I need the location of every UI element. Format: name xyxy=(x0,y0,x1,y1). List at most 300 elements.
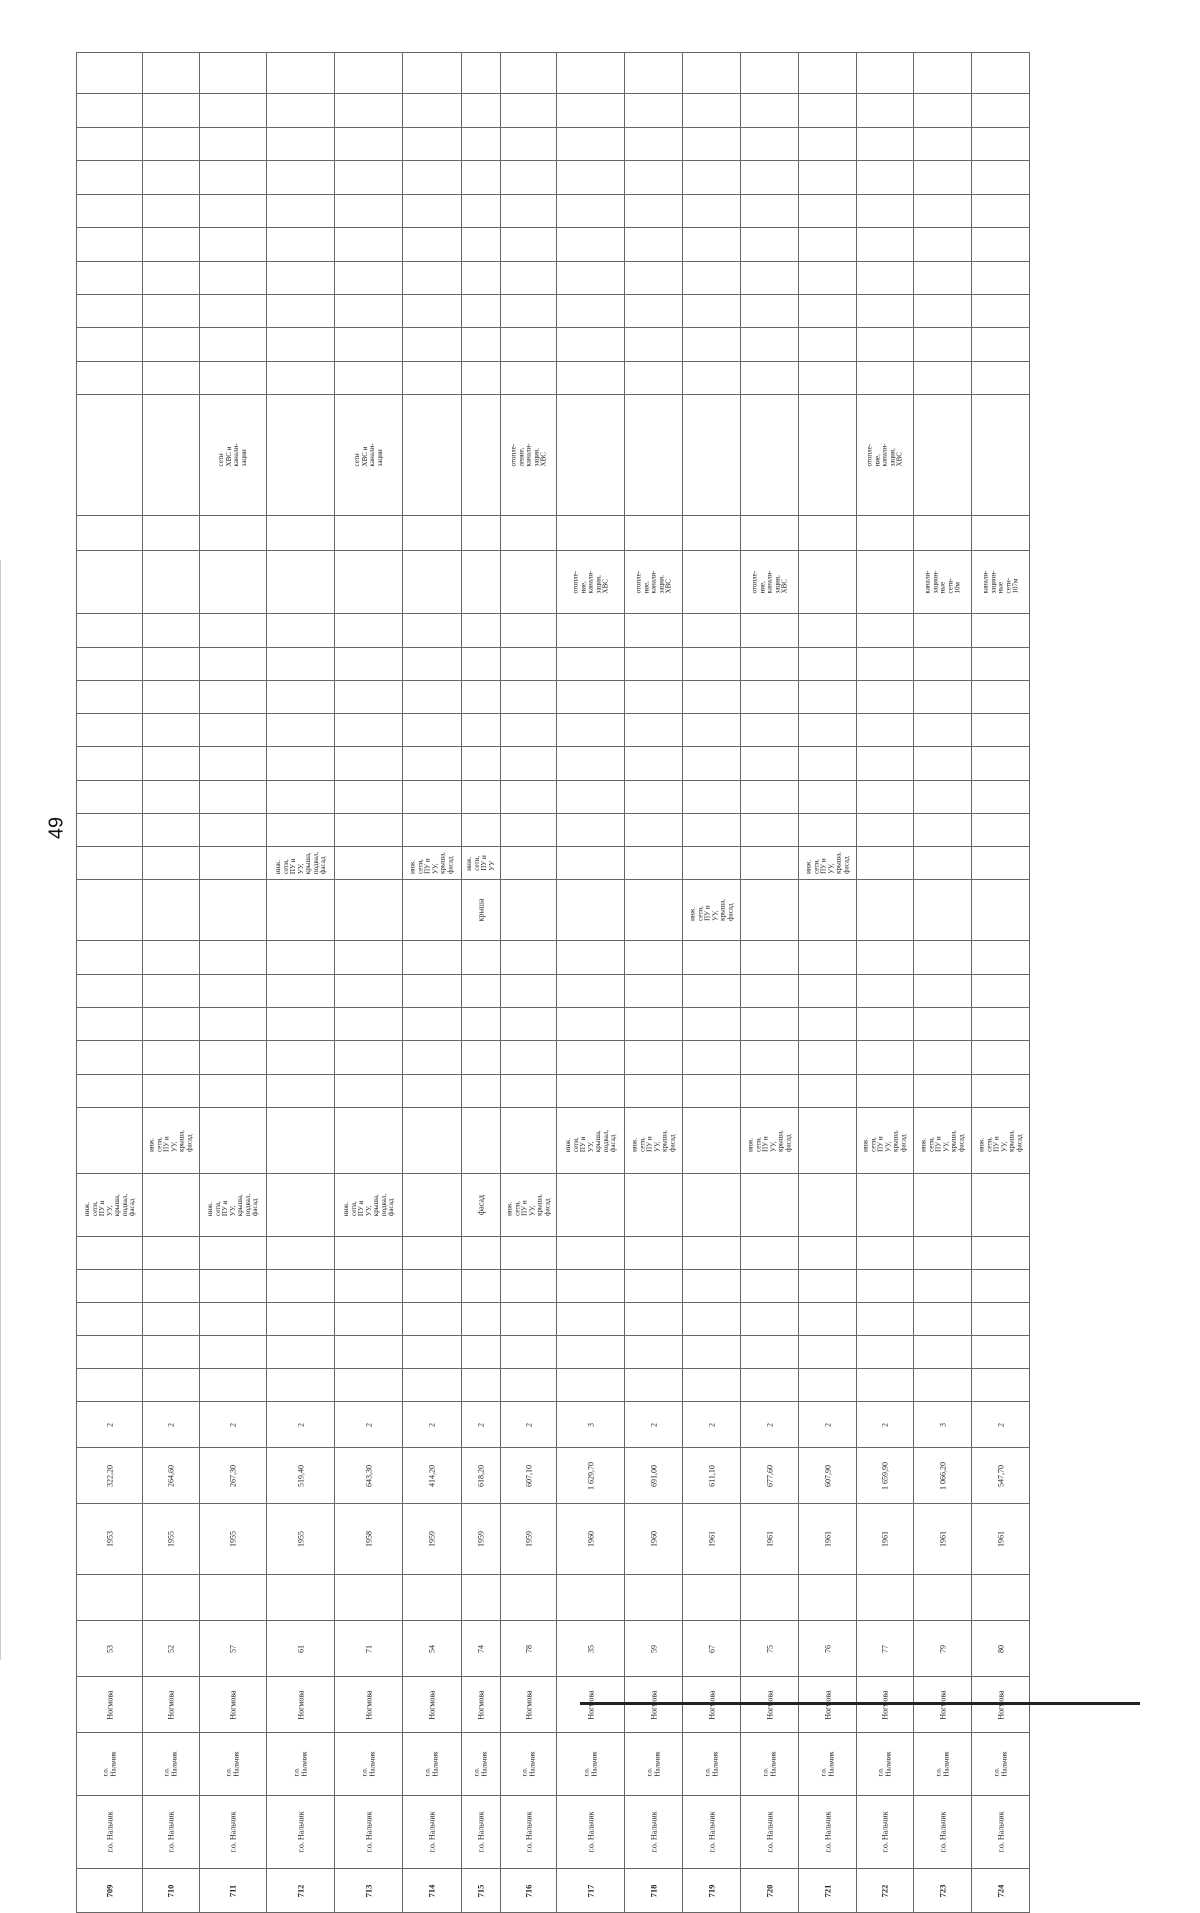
cell-empty xyxy=(741,94,799,128)
cell-street xyxy=(143,1677,200,1733)
cell-text-num: 723 xyxy=(937,1884,947,1897)
cell-text-locality: г.о. Нальчик xyxy=(703,1751,719,1777)
cell-text-locality: г.о. Нальчик xyxy=(423,1751,439,1777)
cell-empty xyxy=(403,53,462,94)
cell-area xyxy=(857,1448,914,1504)
cell-empty xyxy=(972,1575,1030,1621)
cell-empty xyxy=(403,1008,462,1041)
cell-empty xyxy=(403,1369,462,1402)
cell-empty xyxy=(77,228,143,262)
cell-empty xyxy=(799,195,857,228)
cell-empty xyxy=(741,747,799,781)
cell-empty xyxy=(557,262,625,295)
cell-empty xyxy=(625,94,683,128)
cell-text-num: 715 xyxy=(475,1884,486,1897)
cell-empty xyxy=(799,1270,857,1303)
cell-empty xyxy=(77,262,143,295)
cell-house xyxy=(335,1621,403,1677)
band-row xyxy=(77,516,1030,551)
cell-empty xyxy=(857,975,914,1008)
cell-empty xyxy=(683,747,741,781)
cell-text-year: 1955 xyxy=(166,1531,176,1547)
cell-house xyxy=(799,1621,857,1677)
cell-w5 xyxy=(200,551,267,614)
cell-w4 xyxy=(557,880,625,941)
cell-empty xyxy=(857,714,914,747)
cell-empty xyxy=(914,516,972,551)
cell-year xyxy=(462,1504,501,1575)
cell-empty xyxy=(625,53,683,94)
cell-text-year: 1961 xyxy=(823,1531,832,1547)
cell-empty xyxy=(557,681,625,714)
cell-text-num: 712 xyxy=(295,1884,305,1897)
cell-empty xyxy=(683,814,741,847)
cell-text-floors: 2 xyxy=(823,1422,832,1427)
cell-empty xyxy=(857,53,914,94)
cell-empty xyxy=(335,262,403,295)
cell-empty xyxy=(200,714,267,747)
cell-text-locality: г.о. Нальчик xyxy=(472,1751,488,1777)
band-row xyxy=(77,1270,1030,1303)
cell-empty xyxy=(462,53,501,94)
cell-empty xyxy=(972,714,1030,747)
cell-empty xyxy=(741,53,799,94)
cell-text-municipality: г.о. Нальчик xyxy=(427,1811,437,1853)
cell-empty xyxy=(972,614,1030,648)
cell-empty xyxy=(143,295,200,328)
cell-empty xyxy=(741,295,799,328)
cell-empty xyxy=(625,262,683,295)
cell-w6 xyxy=(403,395,462,516)
cell-area xyxy=(625,1448,683,1504)
cell-w6 xyxy=(557,395,625,516)
cell-empty xyxy=(335,228,403,262)
cell-area xyxy=(335,1448,403,1504)
cell-text-locality: г.о. Нальчик xyxy=(101,1751,117,1777)
cell-empty xyxy=(501,262,557,295)
cell-text-year: 1955 xyxy=(296,1531,305,1547)
cell-empty xyxy=(462,1237,501,1270)
cell-w6 xyxy=(741,395,799,516)
cell-w6 xyxy=(799,395,857,516)
cell-municipality xyxy=(200,1796,267,1869)
cell-empty xyxy=(972,53,1030,94)
cell-empty xyxy=(77,516,143,551)
cell-empty xyxy=(557,714,625,747)
cell-w2 xyxy=(741,1108,799,1174)
cell-empty xyxy=(972,1369,1030,1402)
cell-empty xyxy=(267,814,335,847)
cell-empty xyxy=(462,262,501,295)
cell-w6 xyxy=(914,395,972,516)
cell-w5 xyxy=(914,551,972,614)
cell-empty xyxy=(462,714,501,747)
cell-empty xyxy=(625,1303,683,1336)
cell-w2 xyxy=(857,1108,914,1174)
cell-num xyxy=(403,1869,462,1913)
cell-empty xyxy=(683,228,741,262)
cell-empty xyxy=(972,1336,1030,1369)
cell-street xyxy=(501,1677,557,1733)
cell-text-house: 53 xyxy=(105,1644,114,1653)
cell-empty xyxy=(335,1237,403,1270)
band-row xyxy=(77,1621,1030,1677)
cell-empty xyxy=(462,128,501,161)
cell-text-area: 607,90 xyxy=(823,1464,832,1487)
cell-empty xyxy=(267,1336,335,1369)
cell-empty xyxy=(462,362,501,395)
cell-street xyxy=(77,1677,143,1733)
cell-text-w5: канали- зацион- ные сети- 10м xyxy=(922,570,961,594)
cell-empty xyxy=(77,362,143,395)
cell-w2 xyxy=(557,1108,625,1174)
cell-empty xyxy=(267,714,335,747)
cell-empty xyxy=(501,362,557,395)
cell-empty xyxy=(972,228,1030,262)
cell-empty xyxy=(77,941,143,975)
cell-text-municipality: г.о. Нальчик xyxy=(823,1811,832,1853)
cell-w2 xyxy=(625,1108,683,1174)
cell-empty xyxy=(683,781,741,814)
cell-empty xyxy=(143,1336,200,1369)
cell-empty xyxy=(557,975,625,1008)
cell-w6 xyxy=(77,395,143,516)
cell-text-area: 607,10 xyxy=(524,1464,533,1487)
cell-w1 xyxy=(625,1174,683,1237)
cell-text-year: 1953 xyxy=(105,1531,114,1547)
cell-w3 xyxy=(741,847,799,880)
cell-empty xyxy=(972,747,1030,781)
cell-text-area: 547,70 xyxy=(996,1464,1005,1487)
cell-empty xyxy=(914,1336,972,1369)
band-row xyxy=(77,262,1030,295)
cell-empty xyxy=(403,1303,462,1336)
cell-year xyxy=(972,1504,1030,1575)
cell-area xyxy=(741,1448,799,1504)
cell-w6 xyxy=(143,395,200,516)
cell-text-year: 1959 xyxy=(524,1531,533,1547)
cell-empty xyxy=(741,814,799,847)
cell-empty xyxy=(403,516,462,551)
cell-empty xyxy=(77,1369,143,1402)
cell-empty xyxy=(741,1008,799,1041)
cell-empty xyxy=(914,681,972,714)
cell-w1 xyxy=(741,1174,799,1237)
cell-text-w5: отопле- ние, канали- зация, ХВС xyxy=(749,570,788,594)
cell-text-w2: инж. сети, ПУ и УУ, крыша, фасад xyxy=(147,1129,193,1152)
cell-locality xyxy=(625,1733,683,1796)
band-row xyxy=(77,1369,1030,1402)
cell-w4 xyxy=(972,880,1030,941)
cell-empty xyxy=(857,1270,914,1303)
cell-text-house: 75 xyxy=(765,1644,774,1653)
cell-empty xyxy=(462,1303,501,1336)
cell-empty xyxy=(625,516,683,551)
cell-w4 xyxy=(857,880,914,941)
cell-empty xyxy=(799,228,857,262)
cell-empty xyxy=(77,94,143,128)
cell-empty xyxy=(77,714,143,747)
cell-empty xyxy=(557,195,625,228)
cell-year xyxy=(403,1504,462,1575)
cell-text-locality: г.о. Нальчик xyxy=(934,1751,950,1777)
cell-empty xyxy=(200,681,267,714)
cell-empty xyxy=(267,975,335,1008)
cell-empty xyxy=(267,1270,335,1303)
cell-empty xyxy=(799,53,857,94)
cell-floors xyxy=(914,1402,972,1448)
cell-empty xyxy=(501,1237,557,1270)
cell-empty xyxy=(462,814,501,847)
cell-street xyxy=(403,1677,462,1733)
cell-text-floors: 2 xyxy=(880,1422,890,1427)
cell-empty xyxy=(403,128,462,161)
cell-text-street: Ногмова xyxy=(166,1689,176,1720)
cell-empty xyxy=(143,1575,200,1621)
cell-text-floors: 2 xyxy=(364,1422,373,1427)
cell-empty xyxy=(267,1237,335,1270)
cell-empty xyxy=(557,161,625,195)
cell-empty xyxy=(799,516,857,551)
cell-municipality xyxy=(625,1796,683,1869)
cell-locality xyxy=(799,1733,857,1796)
cell-empty xyxy=(914,747,972,781)
cell-text-year: 1960 xyxy=(649,1531,658,1547)
band-row xyxy=(77,362,1030,395)
repair-program-table xyxy=(76,52,1030,1913)
cell-municipality xyxy=(462,1796,501,1869)
cell-w6 xyxy=(972,395,1030,516)
cell-empty xyxy=(200,814,267,847)
cell-empty xyxy=(557,814,625,847)
cell-text-municipality: г.о. Нальчик xyxy=(649,1811,658,1853)
cell-empty xyxy=(77,161,143,195)
cell-empty xyxy=(501,161,557,195)
cell-empty xyxy=(200,1237,267,1270)
cell-locality xyxy=(741,1733,799,1796)
cell-text-locality: г.о. Нальчик xyxy=(520,1751,536,1777)
cell-empty xyxy=(557,516,625,551)
band-row xyxy=(77,1733,1030,1796)
cell-empty xyxy=(972,1075,1030,1108)
cell-street xyxy=(267,1677,335,1733)
cell-year xyxy=(683,1504,741,1575)
cell-w1 xyxy=(200,1174,267,1237)
cell-text-area: 611,10 xyxy=(707,1464,716,1487)
cell-empty xyxy=(857,1369,914,1402)
cell-empty xyxy=(143,681,200,714)
cell-empty xyxy=(335,814,403,847)
cell-empty xyxy=(462,228,501,262)
band-row xyxy=(77,53,1030,94)
cell-text-w3: инж. сети, ПУ и УУ, крыша, фасад xyxy=(408,852,454,874)
cell-empty xyxy=(857,295,914,328)
cell-empty xyxy=(857,362,914,395)
cell-empty xyxy=(683,516,741,551)
cell-year xyxy=(143,1504,200,1575)
cell-locality xyxy=(143,1733,200,1796)
cell-empty xyxy=(335,161,403,195)
cell-empty xyxy=(914,1041,972,1075)
cell-empty xyxy=(335,714,403,747)
cell-empty xyxy=(403,1575,462,1621)
cell-empty xyxy=(857,328,914,362)
cell-empty xyxy=(403,814,462,847)
cell-empty xyxy=(741,681,799,714)
cell-text-num: 714 xyxy=(426,1884,437,1897)
cell-empty xyxy=(267,161,335,195)
cell-locality xyxy=(501,1733,557,1796)
cell-empty xyxy=(972,1237,1030,1270)
cell-empty xyxy=(741,1336,799,1369)
cell-text-municipality: г.о. Нальчик xyxy=(765,1811,774,1853)
cell-empty xyxy=(914,1303,972,1336)
cell-empty xyxy=(403,781,462,814)
cell-empty xyxy=(200,228,267,262)
cell-empty xyxy=(200,128,267,161)
cell-empty xyxy=(77,1075,143,1108)
cell-w6 xyxy=(267,395,335,516)
cell-empty xyxy=(267,195,335,228)
cell-text-area: 1 066,20 xyxy=(938,1461,947,1490)
band-row xyxy=(77,328,1030,362)
cell-num xyxy=(972,1869,1030,1913)
cell-w5 xyxy=(741,551,799,614)
cell-w3 xyxy=(143,847,200,880)
cell-empty xyxy=(335,53,403,94)
cell-empty xyxy=(683,614,741,648)
cell-empty xyxy=(267,941,335,975)
cell-text-year: 1955 xyxy=(228,1531,238,1547)
cell-empty xyxy=(200,648,267,681)
cell-text-num: 724 xyxy=(995,1884,1005,1897)
cell-municipality xyxy=(972,1796,1030,1869)
cell-empty xyxy=(683,714,741,747)
cell-floors xyxy=(972,1402,1030,1448)
cell-empty xyxy=(799,161,857,195)
cell-empty xyxy=(914,1369,972,1402)
cell-text-w6: сети ХВС и канали- зации xyxy=(217,443,248,467)
cell-municipality xyxy=(857,1796,914,1869)
cell-text-house: 57 xyxy=(228,1644,238,1653)
cell-empty xyxy=(557,1008,625,1041)
cell-w4 xyxy=(143,880,200,941)
cell-empty xyxy=(972,94,1030,128)
cell-empty xyxy=(462,1008,501,1041)
band-row xyxy=(77,1075,1030,1108)
cell-locality xyxy=(557,1733,625,1796)
cell-empty xyxy=(683,1075,741,1108)
cell-house xyxy=(625,1621,683,1677)
cell-empty xyxy=(972,362,1030,395)
cell-text-locality: г.о. Нальчик xyxy=(224,1751,240,1777)
cell-empty xyxy=(143,161,200,195)
cell-empty xyxy=(625,1075,683,1108)
cell-municipality xyxy=(143,1796,200,1869)
cell-house xyxy=(741,1621,799,1677)
cell-text-num: 709 xyxy=(104,1884,114,1897)
cell-area xyxy=(462,1448,501,1504)
cell-empty xyxy=(501,1008,557,1041)
cell-text-house: 54 xyxy=(427,1644,437,1653)
cell-empty xyxy=(501,781,557,814)
cell-text-w3: инж. сети, ПУ и УУ xyxy=(465,855,496,871)
cell-text-municipality: г.о. Нальчик xyxy=(524,1811,533,1853)
cell-locality xyxy=(683,1733,741,1796)
cell-empty xyxy=(77,328,143,362)
cell-area xyxy=(501,1448,557,1504)
cell-empty xyxy=(77,681,143,714)
band-row xyxy=(77,551,1030,614)
cell-empty xyxy=(462,94,501,128)
cell-text-year: 1961 xyxy=(880,1531,890,1547)
cell-empty xyxy=(625,228,683,262)
cell-empty xyxy=(741,1075,799,1108)
cell-text-w1: инж. сети, ПУ и УУ, крыша, фасад xyxy=(505,1194,551,1216)
cell-text-municipality: г.о. Нальчик xyxy=(880,1811,890,1853)
cell-text-year: 1959 xyxy=(476,1531,486,1547)
cell-empty xyxy=(200,781,267,814)
cell-empty xyxy=(77,747,143,781)
cell-floors xyxy=(799,1402,857,1448)
cell-empty xyxy=(267,681,335,714)
cell-text-municipality: г.о. Нальчик xyxy=(586,1811,595,1853)
cell-empty xyxy=(625,1369,683,1402)
cell-empty xyxy=(462,161,501,195)
cell-locality xyxy=(267,1733,335,1796)
cell-empty xyxy=(625,781,683,814)
cell-empty xyxy=(77,1336,143,1369)
cell-empty xyxy=(741,1237,799,1270)
cell-text-floors: 2 xyxy=(296,1422,305,1427)
cell-text-street: Ногмова xyxy=(524,1689,533,1720)
cell-empty xyxy=(77,814,143,847)
cell-text-floors: 2 xyxy=(476,1422,486,1427)
cell-text-w6: сети ХВС и канали- зации xyxy=(352,443,383,467)
cell-empty xyxy=(625,1008,683,1041)
cell-num xyxy=(799,1869,857,1913)
cell-text-locality: г.о. Нальчик xyxy=(992,1751,1008,1777)
cell-empty xyxy=(462,295,501,328)
cell-empty xyxy=(799,1575,857,1621)
cell-empty xyxy=(501,1041,557,1075)
band-row xyxy=(77,195,1030,228)
cell-empty xyxy=(625,714,683,747)
cell-empty xyxy=(403,161,462,195)
cell-empty xyxy=(741,262,799,295)
cell-empty xyxy=(857,1575,914,1621)
cell-empty xyxy=(972,1270,1030,1303)
band-row xyxy=(77,1108,1030,1174)
cell-locality xyxy=(77,1733,143,1796)
cell-empty xyxy=(972,1041,1030,1075)
cell-text-floors: 2 xyxy=(765,1422,774,1427)
cell-w6 xyxy=(335,395,403,516)
cell-text-floors: 2 xyxy=(649,1422,658,1427)
cell-text-w1: фасад xyxy=(476,1194,486,1216)
cell-empty xyxy=(143,195,200,228)
cell-empty xyxy=(625,747,683,781)
cell-text-w2: инж. сети, ПУ и УУ, крыша, фасад xyxy=(977,1129,1023,1152)
cell-num xyxy=(267,1869,335,1913)
cell-text-year: 1960 xyxy=(586,1531,595,1547)
cell-w1 xyxy=(683,1174,741,1237)
cell-empty xyxy=(267,362,335,395)
data-table xyxy=(76,52,1030,1913)
cell-empty xyxy=(200,53,267,94)
cell-empty xyxy=(741,362,799,395)
cell-empty xyxy=(741,714,799,747)
